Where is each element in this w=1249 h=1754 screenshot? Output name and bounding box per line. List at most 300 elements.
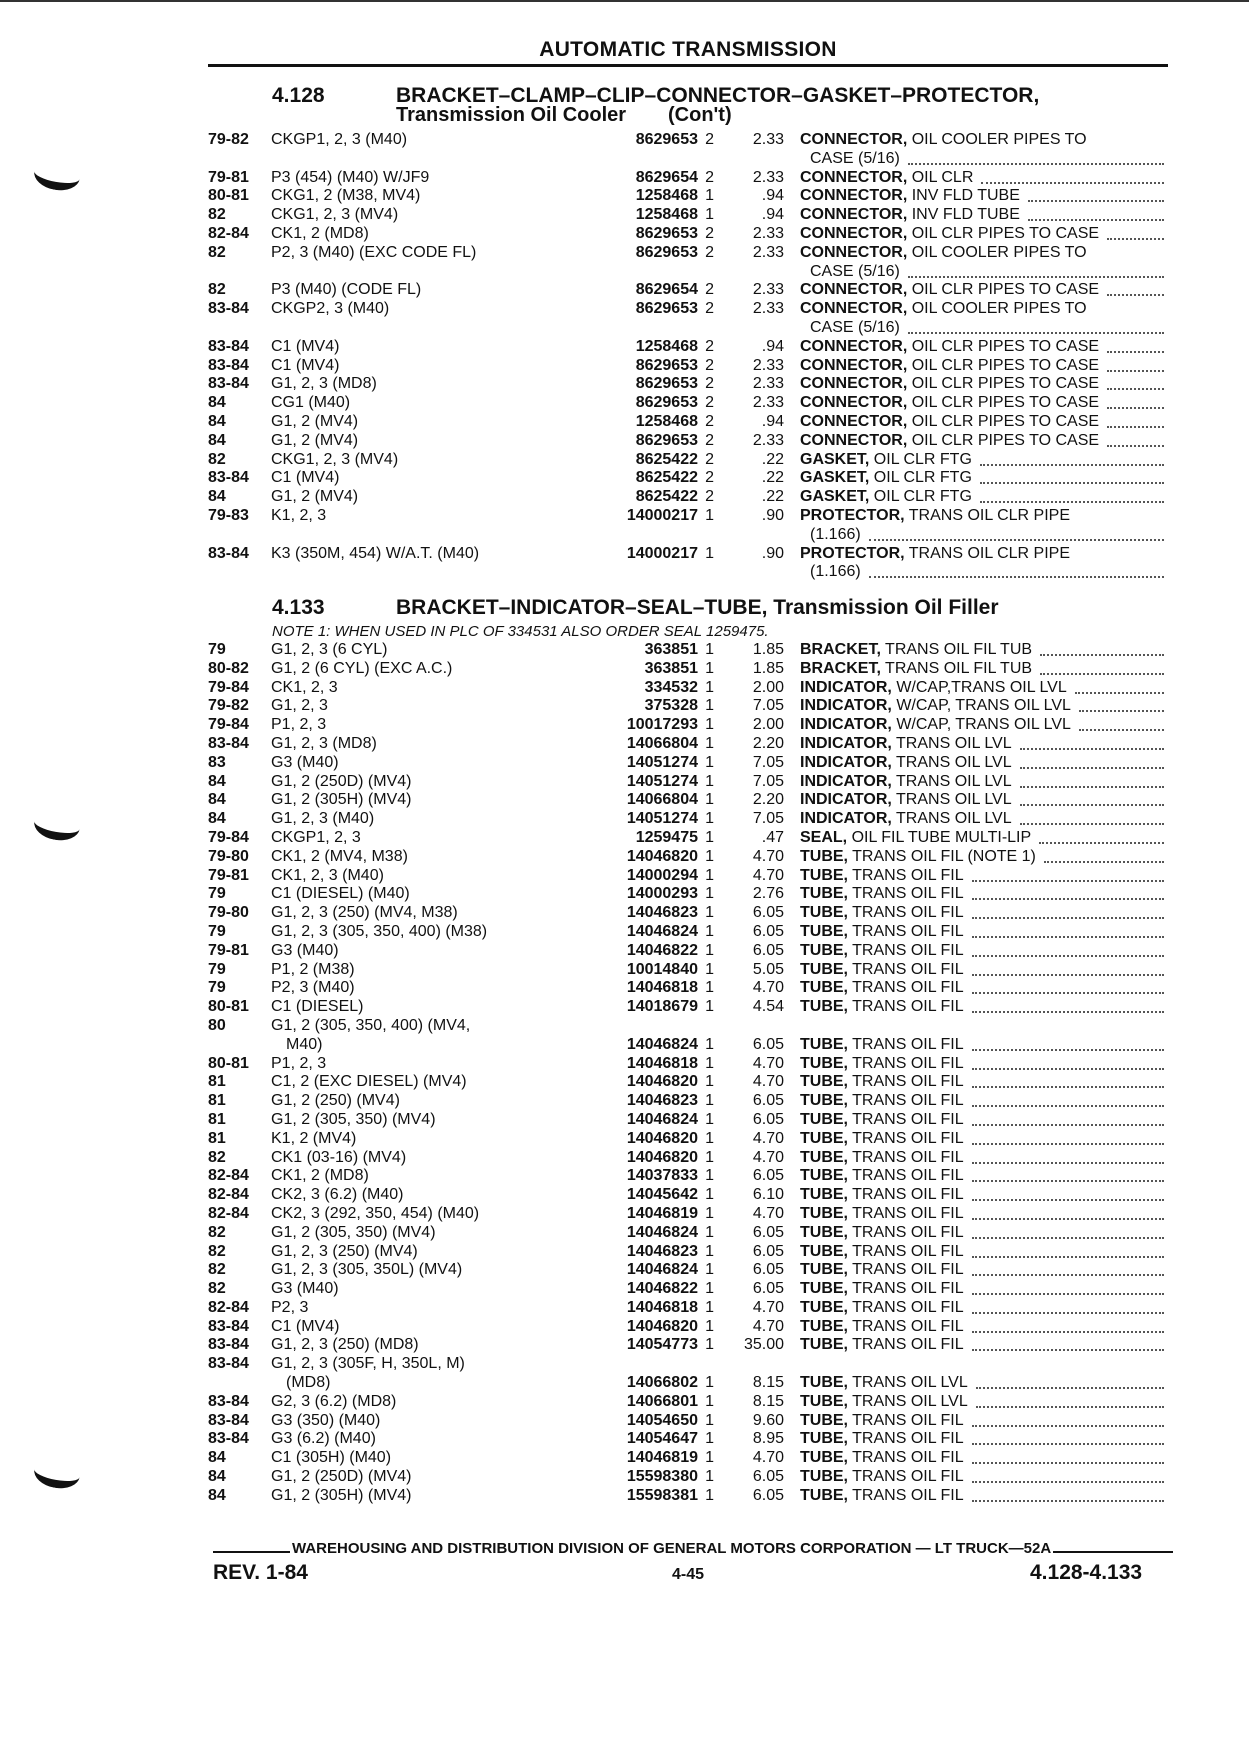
application-text: CKGP1, 2, 3 (M40) xyxy=(271,131,411,148)
description-cell xyxy=(800,131,1168,169)
year-cell: 79 xyxy=(208,922,226,940)
part-number: 14054647 xyxy=(626,1430,698,1448)
application-text: G1, 2 (MV4) xyxy=(271,432,362,449)
description-keyword: TUBE, xyxy=(800,1261,848,1279)
description-text: TRANS OIL LVL xyxy=(852,1374,968,1392)
year-cell: 83-84 xyxy=(208,544,249,562)
description-text: OIL CLR PIPES TO CASE xyxy=(911,375,1100,393)
description-keyword: TUBE, xyxy=(800,1280,848,1298)
leader-dots xyxy=(1107,407,1164,409)
application-text: P3 (M40) (CODE FL) xyxy=(271,281,425,298)
table-row xyxy=(208,244,1168,282)
price: 6.05 xyxy=(752,1468,784,1486)
description-line xyxy=(800,1318,1168,1337)
application-cell xyxy=(271,1073,533,1092)
application-text: C1 (305H) (M40) xyxy=(271,1449,395,1466)
year-cell: 81 xyxy=(208,1129,226,1147)
quantity: 1 xyxy=(705,1411,714,1429)
description-text: OIL CLR PIPES TO CASE xyxy=(911,431,1100,449)
price: .90 xyxy=(761,544,784,562)
quantity: 1 xyxy=(705,1317,714,1335)
leader-dots xyxy=(972,1237,1164,1239)
table-row xyxy=(208,679,1168,698)
leader-dots xyxy=(981,182,1164,184)
application-text: G3 (350) (M40) xyxy=(271,1412,384,1429)
description-line xyxy=(800,810,1168,829)
part-number: 14037833 xyxy=(626,1167,698,1185)
leader-dots xyxy=(1044,861,1164,863)
description-line2: CASE (5/16) xyxy=(810,149,900,167)
leader-dots xyxy=(972,1218,1164,1220)
description-keyword: INDICATOR, xyxy=(800,791,892,809)
year-cell: 83-84 xyxy=(208,1392,249,1410)
year-cell: 82 xyxy=(208,1261,226,1279)
quantity: 2 xyxy=(705,131,714,148)
description-line xyxy=(800,1055,1168,1074)
table-row xyxy=(208,885,1168,904)
part-number: 14045642 xyxy=(626,1186,698,1204)
description-line xyxy=(800,1449,1168,1468)
description-keyword: TUBE, xyxy=(800,866,848,884)
page-number: 4-45 xyxy=(672,1566,705,1583)
application-cell xyxy=(271,679,533,698)
description-line xyxy=(800,1261,1168,1280)
application-text: G1, 2 (250D) (MV4) xyxy=(271,773,415,790)
description-line xyxy=(800,300,1168,319)
application-cell xyxy=(271,225,533,244)
description-text: TRANS OIL FIL xyxy=(852,1261,964,1279)
year-cell: 83 xyxy=(208,753,226,771)
description-keyword: CONNECTOR, xyxy=(800,300,908,318)
application-cell xyxy=(271,413,533,432)
section-continued: (Con't) xyxy=(668,104,732,126)
table-row xyxy=(208,169,1168,188)
application-text: P2, 3 (M40) (EXC CODE FL) xyxy=(271,244,480,261)
section-subtitle: Transmission Oil Cooler xyxy=(396,104,627,126)
price: 2.33 xyxy=(752,356,784,374)
application-text: G1, 2 (250) (MV4) xyxy=(271,1092,404,1109)
table-row xyxy=(208,1487,1168,1506)
description-line xyxy=(800,469,1168,488)
quantity: 1 xyxy=(705,847,714,865)
application-text: G3 (M40) xyxy=(271,942,343,959)
description-line xyxy=(800,1205,1168,1224)
price: 8.95 xyxy=(752,1430,784,1448)
price: 2.20 xyxy=(752,734,784,752)
price: 6.05 xyxy=(752,1110,784,1128)
application-cell xyxy=(271,357,533,376)
price: 6.05 xyxy=(752,1280,784,1298)
description-cell xyxy=(800,735,1168,754)
part-number: 8625422 xyxy=(635,488,698,506)
price: .94 xyxy=(761,206,784,224)
year-cell: 80-82 xyxy=(208,659,249,677)
description-cell xyxy=(800,754,1168,773)
description-text: TRANS OIL FIL xyxy=(852,1110,964,1128)
price: .22 xyxy=(761,450,784,468)
application-cell xyxy=(271,1280,533,1299)
leader-dots xyxy=(1075,692,1164,694)
year-cell: 84 xyxy=(208,1468,226,1486)
application-cell xyxy=(271,1393,533,1412)
application-cell xyxy=(271,451,533,470)
year-cell: 84 xyxy=(208,412,226,430)
description-keyword: TUBE, xyxy=(800,1374,848,1392)
year-cell: 83-84 xyxy=(208,1336,249,1354)
binder-hole-mark xyxy=(32,1454,83,1492)
application-text: C1 (MV4) xyxy=(271,469,343,486)
application-cell xyxy=(271,1468,533,1487)
part-number: 363851 xyxy=(644,641,698,658)
part-number: 14051274 xyxy=(626,810,698,828)
quantity: 1 xyxy=(705,1223,714,1241)
quantity: 1 xyxy=(705,1430,714,1448)
description-line xyxy=(800,1430,1168,1449)
description-line xyxy=(800,1393,1168,1412)
application-text: G1, 2 (305, 350) (MV4) xyxy=(271,1224,440,1241)
binder-hole-mark xyxy=(32,156,83,194)
parts-table-4-128 xyxy=(208,131,1168,582)
year-cell: 79-81 xyxy=(208,168,249,186)
description-keyword: TUBE, xyxy=(800,1223,848,1241)
table-row xyxy=(208,545,1168,583)
description-cell xyxy=(800,357,1168,376)
leader-dots xyxy=(1020,786,1164,788)
description-text: TRANS OIL FIL xyxy=(852,1148,964,1166)
application-cell xyxy=(271,338,533,357)
table-row xyxy=(208,394,1168,413)
part-number: 363851 xyxy=(644,659,698,677)
leader-dots xyxy=(972,1011,1164,1013)
description-line xyxy=(800,1130,1168,1149)
application-text: G1, 2, 3 (305, 350, 400) (M38) xyxy=(271,923,491,940)
quantity: 1 xyxy=(705,753,714,771)
quantity: 1 xyxy=(705,1280,714,1298)
description-keyword: TUBE, xyxy=(800,1073,848,1091)
year-cell: 84 xyxy=(208,394,226,412)
year-cell: 84 xyxy=(208,431,226,449)
leader-dots xyxy=(972,1086,1164,1088)
price: 6.05 xyxy=(752,1242,784,1260)
leader-dots xyxy=(972,1481,1164,1483)
year-cell: 82 xyxy=(208,1223,226,1241)
leader-dots xyxy=(972,992,1164,994)
quantity: 1 xyxy=(705,1261,714,1279)
price: 4.70 xyxy=(752,847,784,865)
year-cell: 81 xyxy=(208,1110,226,1128)
description-text: OIL CLR FTG xyxy=(873,450,972,468)
application-cell xyxy=(271,1261,533,1280)
part-number: 1259475 xyxy=(635,828,698,846)
price: 8.15 xyxy=(752,1392,784,1410)
part-number: 8629653 xyxy=(635,394,698,412)
application-cell xyxy=(271,545,533,564)
description-text: TRANS OIL CLR PIPE xyxy=(908,506,1070,524)
section-number: 4.128 xyxy=(272,84,325,107)
description-line xyxy=(800,1243,1168,1262)
description-cell xyxy=(800,281,1168,300)
description-text: TRANS OIL FIL xyxy=(852,1073,964,1091)
description-cell xyxy=(800,810,1168,829)
leader-dots xyxy=(1028,200,1164,202)
leader-dots xyxy=(1079,710,1164,712)
leader-dots xyxy=(1028,219,1164,221)
section-4-133-heading xyxy=(272,596,1172,620)
description-text: TRANS OIL FIL xyxy=(852,1204,964,1222)
quantity: 2 xyxy=(705,281,714,299)
leader-dots xyxy=(869,576,1164,578)
quantity: 2 xyxy=(705,168,714,186)
table-row xyxy=(208,1167,1168,1186)
price: 2.33 xyxy=(752,131,784,148)
part-number: 14000217 xyxy=(626,506,698,524)
revision-label: REV. 1-84 xyxy=(213,1561,308,1584)
description-text: TRANS OIL LVL xyxy=(852,1392,968,1410)
application-text: P2, 3 (M40) xyxy=(271,979,359,996)
part-number: 14000217 xyxy=(626,544,698,562)
description-cell xyxy=(800,451,1168,470)
application-cell xyxy=(271,1017,533,1036)
description-cell xyxy=(800,773,1168,792)
year-cell: 80 xyxy=(208,1016,226,1034)
part-number: 14046818 xyxy=(626,1298,698,1316)
price: 9.60 xyxy=(752,1411,784,1429)
leader-dots xyxy=(1020,748,1164,750)
application-text: G1, 2, 3 (M40) xyxy=(271,810,378,827)
description-keyword: INDICATOR, xyxy=(800,697,892,715)
quantity: 1 xyxy=(705,1242,714,1260)
description-text: OIL CLR xyxy=(911,168,974,186)
application-text: CKG1, 2, 3 (MV4) xyxy=(271,206,402,223)
description-line xyxy=(800,131,1168,150)
leader-dots xyxy=(972,1199,1164,1201)
description-keyword: CONNECTOR, xyxy=(800,206,908,224)
quantity: 1 xyxy=(705,1129,714,1147)
quantity: 1 xyxy=(705,1073,714,1091)
application-cell xyxy=(271,904,533,923)
leader-dots xyxy=(980,482,1164,484)
part-number: 14046819 xyxy=(626,1449,698,1467)
year-cell: 82-84 xyxy=(208,1186,249,1204)
section-note: NOTE 1: WHEN USED IN PLC OF 334531 ALSO ORDER SEAL 1259475. xyxy=(272,623,769,640)
description-keyword: TUBE, xyxy=(800,1035,848,1053)
application-cell xyxy=(271,1487,533,1506)
description-keyword: TUBE, xyxy=(800,1298,848,1316)
price: 4.70 xyxy=(752,1054,784,1072)
quantity: 1 xyxy=(705,1167,714,1185)
table-row xyxy=(208,1092,1168,1111)
table-row xyxy=(208,1073,1168,1092)
description-line2: (1.166) xyxy=(810,563,861,581)
section-title xyxy=(396,596,999,620)
description-cell xyxy=(800,1261,1168,1280)
quantity: 1 xyxy=(705,187,714,205)
application-text: P1, 2, 3 xyxy=(271,1055,330,1072)
application-cell xyxy=(271,469,533,488)
description-cell xyxy=(800,545,1168,583)
table-row xyxy=(208,1412,1168,1431)
price: 7.05 xyxy=(752,697,784,715)
description-text: TRANS OIL FIL xyxy=(852,1449,964,1467)
description-cell xyxy=(800,488,1168,507)
description-cell xyxy=(800,923,1168,942)
part-number: 8625422 xyxy=(635,450,698,468)
description-cell xyxy=(800,1336,1168,1355)
quantity: 1 xyxy=(705,506,714,524)
description-keyword: BRACKET, xyxy=(800,659,881,677)
description-line xyxy=(800,791,1168,810)
quantity: 2 xyxy=(705,412,714,430)
year-cell: 83-84 xyxy=(208,1411,249,1429)
leader-dots xyxy=(1107,370,1164,372)
description-keyword: CONNECTOR, xyxy=(800,168,908,186)
section-number: 4.133 xyxy=(272,596,325,619)
table-row xyxy=(208,735,1168,754)
part-number: 14046820 xyxy=(626,1129,698,1147)
year-cell: 83-84 xyxy=(208,469,249,487)
quantity: 1 xyxy=(705,1110,714,1128)
price: 2.33 xyxy=(752,281,784,299)
application-cell xyxy=(271,1186,533,1205)
table-row xyxy=(208,660,1168,679)
table-row xyxy=(208,225,1168,244)
table-row xyxy=(208,998,1168,1017)
description-cell xyxy=(800,394,1168,413)
part-number: 1258468 xyxy=(635,412,698,430)
description-line xyxy=(800,829,1168,848)
price: .22 xyxy=(761,469,784,487)
description-keyword: TUBE, xyxy=(800,1449,848,1467)
table-row xyxy=(208,791,1168,810)
application-cell xyxy=(271,1092,533,1111)
table-row xyxy=(208,1130,1168,1149)
year-cell: 82 xyxy=(208,1242,226,1260)
price: 2.76 xyxy=(752,885,784,903)
description-text: TRANS OIL FIL xyxy=(852,885,964,903)
leader-dots xyxy=(1039,842,1164,844)
part-number: 14046820 xyxy=(626,1073,698,1091)
table-row xyxy=(208,641,1168,660)
description-cell xyxy=(800,904,1168,923)
description-keyword: TUBE, xyxy=(800,1129,848,1147)
description-text: INV FLD TUBE xyxy=(911,206,1020,224)
description-line xyxy=(800,754,1168,773)
description-keyword: TUBE, xyxy=(800,1317,848,1335)
description-line xyxy=(800,488,1168,507)
description-line xyxy=(800,848,1168,867)
description-line xyxy=(800,716,1168,735)
description-keyword: TUBE, xyxy=(800,998,848,1016)
description-line xyxy=(800,979,1168,998)
table-row xyxy=(208,432,1168,451)
application-text: CK1, 2 (MD8) xyxy=(271,1167,373,1184)
year-cell: 79 xyxy=(208,885,226,903)
description-text: TRANS OIL FIL xyxy=(852,1280,964,1298)
application-cell xyxy=(271,1243,533,1262)
table-row xyxy=(208,942,1168,961)
year-cell: 79 xyxy=(208,641,226,658)
application-text: K3 (350M, 454) W/A.T. (M40) xyxy=(271,545,483,562)
application-text: CK2, 3 (292, 350, 454) (M40) xyxy=(271,1205,483,1222)
part-number: 14046824 xyxy=(626,1110,698,1128)
table-row xyxy=(208,961,1168,980)
application-text: CK1, 2, 3 xyxy=(271,679,342,696)
leader-dots xyxy=(1107,351,1164,353)
description-cell xyxy=(800,1111,1168,1130)
price: 2.33 xyxy=(752,375,784,393)
quantity: 2 xyxy=(705,224,714,242)
table-row xyxy=(208,1055,1168,1074)
description-keyword: TUBE, xyxy=(800,885,848,903)
application-text: G1, 2, 3 (250) (MV4) xyxy=(271,1243,422,1260)
description-text: TRANS OIL FIL xyxy=(852,941,964,959)
quantity: 1 xyxy=(705,998,714,1016)
description-text: TRANS OIL FIL xyxy=(852,979,964,997)
application-cell xyxy=(271,131,533,150)
description-text: TRANS OIL FIL TUB xyxy=(885,641,1033,658)
description-cell xyxy=(800,1205,1168,1224)
price: 4.70 xyxy=(752,1129,784,1147)
leader-dots xyxy=(976,1406,1164,1408)
description-cell xyxy=(800,979,1168,998)
leader-dots xyxy=(1040,654,1164,656)
application-text: CK1 (03-16) (MV4) xyxy=(271,1149,410,1166)
description-text: TRANS OIL FIL xyxy=(852,866,964,884)
year-cell: 84 xyxy=(208,488,226,506)
year-cell: 82 xyxy=(208,206,226,224)
section-4-128-heading xyxy=(272,84,1172,128)
year-cell: 84 xyxy=(208,810,226,828)
application-text: G1, 2 (305H) (MV4) xyxy=(271,791,415,808)
quantity: 1 xyxy=(705,1336,714,1354)
price: 1.85 xyxy=(752,641,784,658)
leader-dots xyxy=(1107,388,1164,390)
application-cell xyxy=(271,507,533,526)
description-cell xyxy=(800,1280,1168,1299)
part-number: 334532 xyxy=(644,678,698,696)
table-row xyxy=(208,1449,1168,1468)
description-line xyxy=(800,735,1168,754)
description-cell xyxy=(800,829,1168,848)
quantity: 1 xyxy=(705,960,714,978)
description-cell xyxy=(800,244,1168,282)
application-cell xyxy=(271,1167,533,1186)
description-keyword: TUBE, xyxy=(800,1110,848,1128)
part-number: 14046824 xyxy=(626,1223,698,1241)
quantity: 1 xyxy=(705,1186,714,1204)
application-text-line2: (MD8) xyxy=(286,1374,331,1392)
application-text: CK1, 2 (MV4, M38) xyxy=(271,848,412,865)
quantity: 1 xyxy=(705,1374,714,1392)
quantity: 2 xyxy=(705,375,714,393)
leader-dots xyxy=(972,1180,1164,1182)
price: 2.33 xyxy=(752,243,784,261)
quantity: 2 xyxy=(705,337,714,355)
table-row xyxy=(208,281,1168,300)
description-keyword: CONNECTOR, xyxy=(800,394,908,412)
description-keyword: TUBE, xyxy=(800,960,848,978)
price: 4.70 xyxy=(752,1073,784,1091)
part-number: 14046824 xyxy=(626,1035,698,1053)
leader-dots xyxy=(972,1312,1164,1314)
description-cell xyxy=(800,206,1168,225)
table-row xyxy=(208,1430,1168,1449)
description-cell xyxy=(800,942,1168,961)
description-line xyxy=(800,660,1168,679)
description-text: W/CAP, TRANS OIL LVL xyxy=(896,716,1071,734)
description-line xyxy=(800,1111,1168,1130)
year-cell: 84 xyxy=(208,791,226,809)
